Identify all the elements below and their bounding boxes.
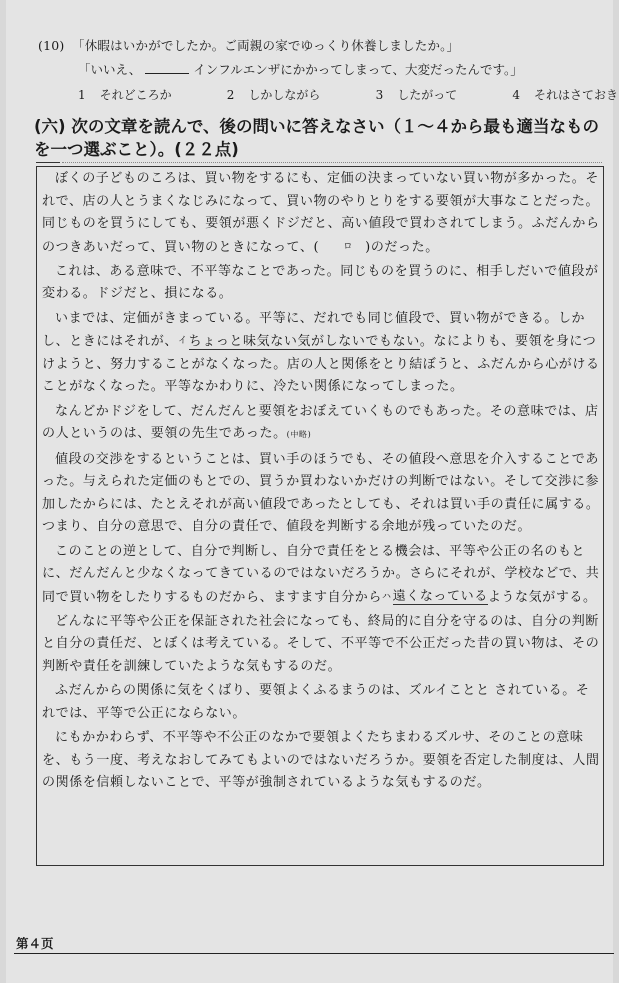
dotted-divider [62, 162, 602, 163]
question-10-line2 [78, 60, 523, 78]
section-title: (六) 次の文章を読んで、後の問いに答えなさい（１～４から最も適当なものを一つ選ぶこと）。(２２点) [34, 117, 599, 159]
section-rule [36, 162, 60, 163]
answer-choices [78, 86, 618, 103]
underlined-phrase-i: ちょっと味気ない気がしないでもない [188, 334, 420, 349]
blank-marker-ro: ロ [343, 241, 353, 252]
choice-2: 2 しかしながら [226, 88, 321, 102]
answer-blank [145, 63, 189, 74]
paragraph-8: ふだんからの関係に気をくばり、要領よくふるまうのは、ズルイことと されている。それでは、平等で公正にならない。 [42, 683, 590, 721]
paragraph-2: これは、ある意味で、不平等なことであった。同じものを買うのに、相手しだいで値段が変わる。ドジだと、損になる。 [42, 263, 599, 302]
underline-marker-ha: ハ [382, 591, 392, 602]
underlined-phrase-ha: 遠くなっている [392, 589, 488, 605]
question-prompt: 「休暇はいかがでしたか。ご両親の家でゆっくり休養しましたか。」 [72, 38, 460, 53]
question-10-line1 [38, 36, 459, 54]
footer-rule [14, 953, 614, 954]
omission-note: (中略) [286, 430, 312, 439]
page-number: 第４页 [16, 936, 54, 951]
answer-before: 「いいえ、 [78, 62, 142, 77]
choice-1: 1 それどころか [78, 88, 172, 102]
answer-after: インフルエンザにかかってしまって、大変だったんです。」 [193, 62, 523, 77]
paragraph-1: ぼくの子どものころは、買い物をするにも、定価の決まっていない買い物が多かった。それで、店の人とうまくなじみになって、買い物のやりとりをする要領が大事なことだった。同じものを買うにしても、要領が悪くドジだと、高い値段で買わされてしまう。ふだんからのつきあいだって、買い物のときになって、( ロ )のだった。 [42, 171, 600, 255]
underline-marker-i: イ [178, 336, 188, 347]
paragraph-7: どんなに平等や公正を保証された社会になっても、終局的に自分を守るのは、自分の判断と自分の責任だ、とぼくは考えている。そして、不平等で不公正だった昔の買い物は、その判断や責任を訓練していたような気もするのだ。 [42, 613, 600, 674]
choice-3: 3 したがって [375, 88, 458, 102]
paragraph-3: いまでは、定価がきまっている。平等に、だれでも同じ値段で、買い物ができる。しかし、ときにはそれが、イちょっと味気ない気がしないでもない。なによりも、要領を身につけようと、努力することがなくなった。店の人と関係をとり結ぼうと、ふだんから心がけることがなくなった。平等なかわりに、冷たい関係になってしまった。 [42, 310, 600, 394]
paragraph-9: にもかかわらず、不平等や不公正のなかで要領よくたちまわるズルサ、そのことの意味を、もう一度、考えなおしてみてもよいのではないだろうか。要領を否定した制度は、人間の関係を信頼しないことで、平等が強制されているような気もするのだ。 [42, 730, 600, 791]
question-number: (10) [38, 38, 65, 53]
paragraph-4: なんどかドジをして、だんだんと要領をおぼえていくものでもあった。その意味では、店の人というのは、要領の先生であった。(中略) [42, 403, 599, 441]
choice-4: 4 それはさておき [512, 88, 618, 102]
reading-passage [42, 168, 600, 797]
paragraph-5: 値段の交渉をするということは、買い手のほうでも、その値段へ意思を介入することであった。与えられた定価のもとでの、買うか買わないかだけの判断ではない。そして交渉に参加したからには、たとえそれが高い値段であったとしても、それは買い手の責任に属する。つまり、自分の意思で、自分の責任で、値段を判断する余地が残っていたのだ。 [42, 451, 600, 534]
exam-page [6, 0, 618, 983]
paragraph-6: このことの逆として、自分で判断し、自分で責任をとる機会は、平等や公正の名のもとに、だんだんと少なくなってきているのではないだろうか。さらにそれが、学校などで、共同で買い物をしたりするものだから、ますます自分からハ遠くなっているような気がする。 [42, 543, 600, 605]
